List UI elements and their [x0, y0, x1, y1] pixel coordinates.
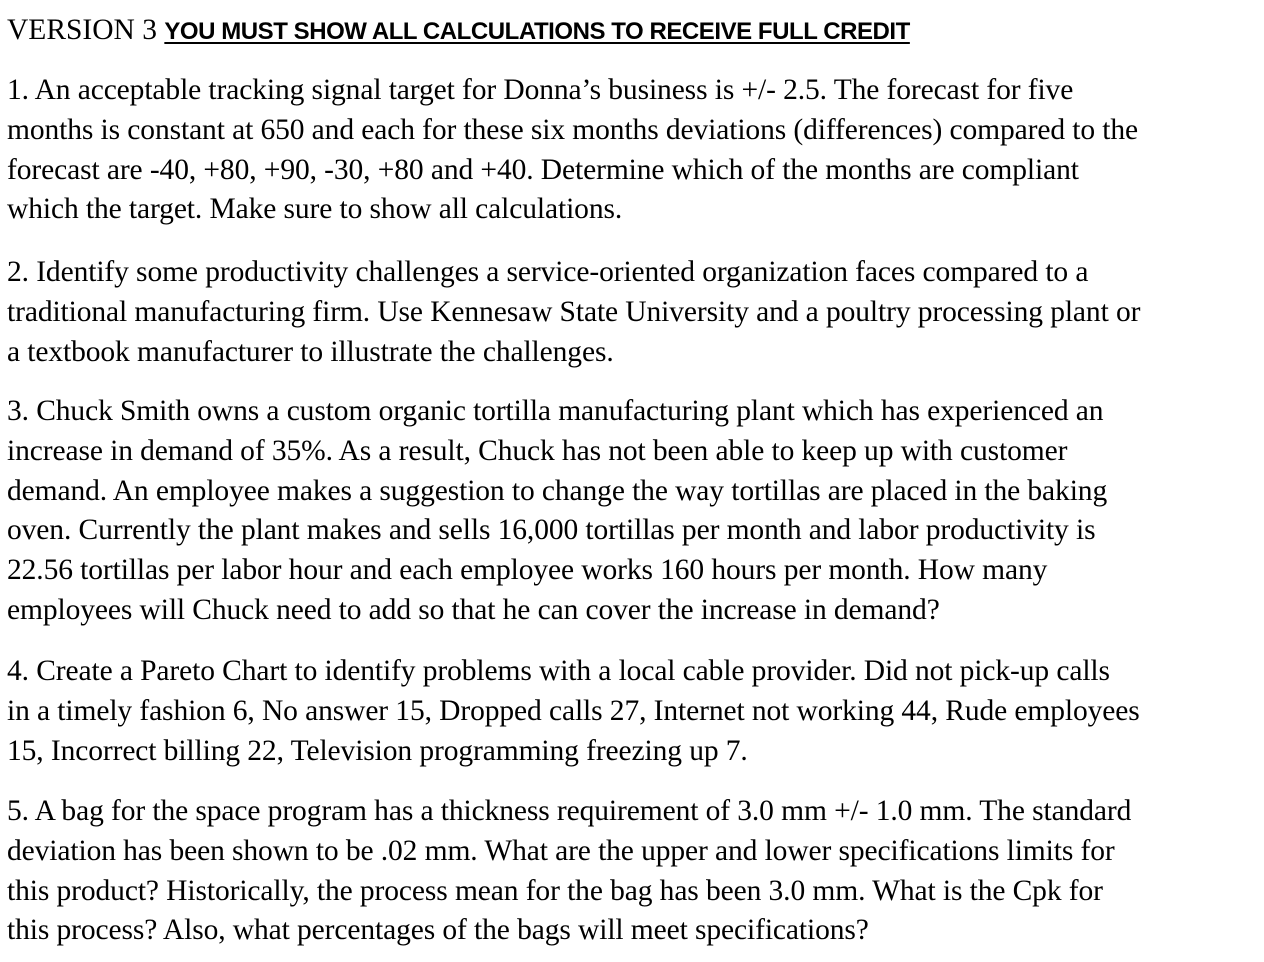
question-4: 4. Create a Pareto Chart to identify problems with a local cable provider. Did not pick-up calls in a timely fashion 6, No answer 15, Dropped calls 27, Internet not working 44, Rude employees 15, Incorrect billing 22, Television programming freezing up 7. — [7, 655, 1140, 767]
question-1: 1. An acceptable tracking signal target for Donna’s business is +/- 2.5. The forecast for five months is constant at 650 and each for these six months deviations (differences) compared to the forecast are -40, +80, +90, -30, +80 and +40. Determine which of the months are compliant which the target. Make sure to show all calculations. — [7, 74, 1139, 226]
question-2: 2. Identify some productivity challenges a service-oriented organization faces compared to a traditional manufacturing firm. Use Kennesaw State University and a poultry processing plant or a textbook manufacturer to illustrate the challenges. — [7, 256, 1141, 368]
version-label: VERSION 3 — [7, 14, 157, 46]
exam-header — [7, 12, 910, 53]
question-5: 5. A bag for the space program has a thickness requirement of 3.0 mm +/- 1.0 mm. The standard deviation has been shown to be .02 mm. What are the upper and lower specifications limits for this product? Historically, the process mean for the bag has been 3.0 mm. What is the Cpk for this process? Also, what percentages of the bags will meet specifications? — [7, 795, 1132, 947]
question-3: 3. Chuck Smith owns a custom organic tortilla manufacturing plant which has experienced an increase in demand of 35%. As a result, Chuck has not been able to keep up with customer demand. An employee makes a suggestion to change the way tortillas are placed in the baking oven. Currently the plant makes and sells 16,000 tortillas per month and labor productivity is 22.56 tortillas per labor hour and each employee works 160 hours per month. How many employees will Chuck need to add so that he can cover the increase in demand? — [7, 395, 1108, 626]
instruction-banner: YOU MUST SHOW ALL CALCULATIONS TO RECEIVE FULL CREDIT — [164, 18, 910, 45]
